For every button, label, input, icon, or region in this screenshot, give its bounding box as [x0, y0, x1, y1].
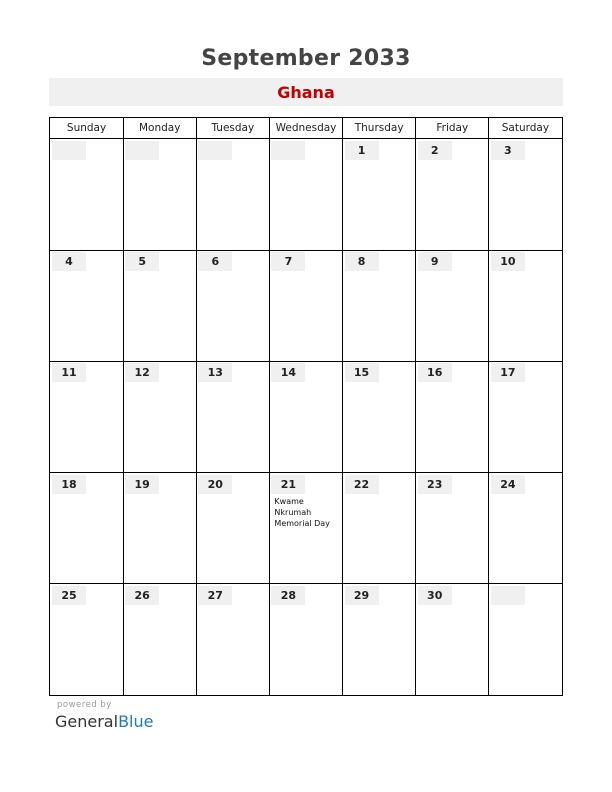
brand-blue: Blue: [118, 712, 154, 731]
day-cell[interactable]: [416, 584, 489, 695]
weekday-header: Thursday: [354, 122, 404, 134]
date-number: 6: [211, 255, 220, 269]
date-number-box: [345, 475, 379, 494]
country-name: Ghana: [277, 83, 335, 102]
day-cell[interactable]: [416, 250, 489, 361]
day-cell[interactable]: [343, 473, 416, 584]
date-number: 8: [357, 255, 366, 269]
date-number-box: [125, 586, 159, 605]
day-cell[interactable]: [50, 584, 123, 695]
date-number-box: [52, 586, 86, 605]
date-number-box: [271, 586, 305, 605]
date-number-box: [418, 475, 452, 494]
date-number-box: [418, 252, 452, 271]
date-number-box: [125, 363, 159, 382]
date-number: 26: [134, 588, 150, 602]
date-number: 17: [500, 366, 516, 380]
date-number-box: [52, 252, 86, 271]
date-number: 28: [280, 588, 297, 602]
date-number: 19: [134, 477, 150, 491]
date-number-box: [345, 141, 379, 160]
day-cell[interactable]: [196, 139, 269, 250]
day-cell[interactable]: [269, 473, 342, 584]
date-number: 24: [500, 477, 516, 491]
date-number-box: [271, 475, 305, 494]
date-number-box: [125, 141, 159, 160]
brand-general: General: [55, 712, 119, 731]
day-cell[interactable]: [50, 250, 123, 361]
weekday-header: Sunday: [66, 122, 107, 134]
weekday-header: Wednesday: [275, 122, 337, 134]
day-cell[interactable]: [343, 250, 416, 361]
date-number: 11: [61, 366, 77, 380]
date-number-box: [271, 252, 305, 271]
date-number: 7: [284, 255, 293, 269]
date-number: 29: [353, 588, 370, 602]
day-cell[interactable]: [489, 361, 562, 472]
day-cell[interactable]: [416, 361, 489, 472]
date-number: 13: [207, 366, 223, 380]
date-number-box: [418, 586, 452, 605]
date-number-box: [198, 141, 232, 160]
country-banner: [49, 78, 563, 106]
date-number-box: [491, 252, 525, 271]
date-number-box: [198, 586, 232, 605]
weekday-header: Friday: [436, 122, 469, 134]
day-cell[interactable]: [489, 139, 562, 250]
day-cell[interactable]: [489, 584, 562, 695]
day-cell[interactable]: [123, 584, 196, 695]
date-number-box: [491, 363, 525, 382]
date-number: 22: [353, 477, 370, 491]
date-number-box: [271, 141, 305, 160]
weekday-header: Tuesday: [211, 122, 255, 134]
date-number: 30: [427, 588, 443, 602]
date-number-box: [418, 141, 452, 160]
weekday-header-row: [50, 118, 562, 139]
day-cell[interactable]: [269, 584, 342, 695]
day-cell[interactable]: [489, 473, 562, 584]
day-cell[interactable]: [123, 250, 196, 361]
day-cell[interactable]: [123, 361, 196, 472]
date-number: 18: [61, 477, 77, 491]
powered-by-text: powered by: [57, 700, 112, 710]
day-cell[interactable]: [196, 250, 269, 361]
date-number-box: [125, 252, 159, 271]
day-cell[interactable]: [343, 361, 416, 472]
date-number-box: [491, 475, 525, 494]
holiday-line: Kwame: [274, 496, 304, 506]
generalblue-logo[interactable]: [55, 712, 153, 731]
date-number-box: [345, 586, 379, 605]
holiday-label: [274, 496, 342, 529]
date-number-box: [125, 475, 159, 494]
date-number: 3: [504, 144, 512, 157]
day-cell[interactable]: [50, 361, 123, 472]
date-number: 10: [500, 255, 516, 269]
day-cell[interactable]: [123, 473, 196, 584]
day-cell[interactable]: [416, 139, 489, 250]
date-number-box: [52, 363, 86, 382]
date-number-box: [52, 141, 86, 160]
date-number: 1: [357, 144, 366, 157]
date-number: 14: [280, 366, 297, 380]
day-cell[interactable]: [196, 361, 269, 472]
date-number: 9: [430, 255, 439, 269]
day-cell[interactable]: [489, 250, 562, 361]
date-number: 27: [207, 588, 223, 602]
date-number: 20: [207, 477, 223, 491]
day-cell[interactable]: [343, 139, 416, 250]
date-number: 15: [353, 366, 370, 380]
calendar-grid: [49, 117, 563, 696]
day-cell[interactable]: [269, 361, 342, 472]
day-cell[interactable]: [416, 473, 489, 584]
weekday-header: Monday: [138, 122, 181, 134]
day-cell[interactable]: [50, 473, 123, 584]
holiday-line: Nkrumah: [274, 507, 312, 517]
date-number: 16: [427, 366, 443, 380]
day-cell[interactable]: [50, 139, 123, 250]
day-cell[interactable]: [196, 473, 269, 584]
date-number: 21: [280, 477, 297, 491]
date-number: 2: [430, 144, 439, 157]
date-number: 23: [427, 477, 443, 491]
day-cell[interactable]: [269, 139, 342, 250]
date-number-box: [271, 363, 305, 382]
date-number: 4: [65, 255, 73, 269]
date-number-box: [418, 363, 452, 382]
day-cell[interactable]: [123, 139, 196, 250]
date-number-box: [198, 252, 232, 271]
holiday-line: Memorial Day: [274, 518, 330, 528]
date-number: 12: [134, 366, 150, 380]
day-cell[interactable]: [343, 584, 416, 695]
day-cell[interactable]: [269, 250, 342, 361]
date-number: 25: [61, 588, 77, 602]
date-number-box: [491, 141, 525, 160]
date-number-box: [345, 363, 379, 382]
day-cell[interactable]: [196, 584, 269, 695]
date-number-box: [345, 252, 379, 271]
date-number-box: [198, 475, 232, 494]
date-number: 5: [138, 255, 146, 269]
calendar-title: September 2033: [201, 46, 411, 71]
date-number-box: [198, 363, 232, 382]
date-number-box: [491, 586, 525, 605]
weekday-header: Saturday: [501, 122, 550, 134]
date-number-box: [52, 475, 86, 494]
